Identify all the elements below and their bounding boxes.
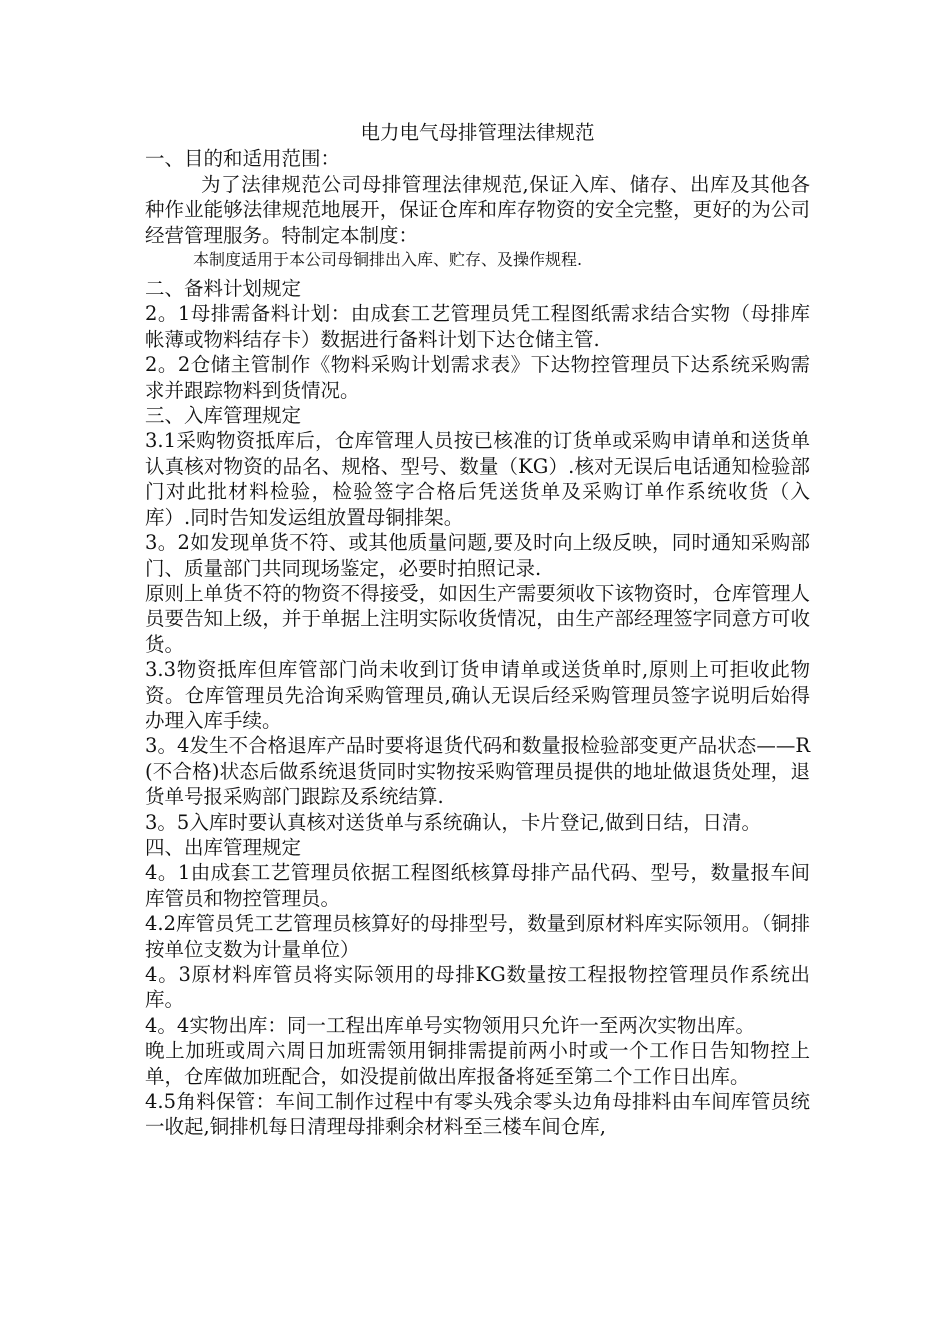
section-heading-inbound: 三、入库管理规定 (145, 404, 302, 428)
paragraph-3-4: 3。4发生不合格退库产品时要将退货代码和数量报检验部变更产品状态——R(不合格)状态后做系统退货同时实物按采购管理员提供的地址做退货处理，退货单号报采购部门跟踪及系统结算. (145, 734, 810, 809)
document-title: 电力电气母排管理法律规范 (360, 121, 595, 144)
paragraph-2-1: 2。1母排需备料计划：由成套工艺管理员凭工程图纸需求结合实物（母排库帐薄或物料结存卡）数据进行备料计划下达仓储主管. (145, 302, 810, 351)
paragraph-4-2: 4.2库管员凭工艺管理员核算好的母排型号，数量到原材料库实际领用。（铜排按单位支数为计量单位） (145, 912, 810, 961)
section-heading-purpose: 一、目的和适用范围： (145, 147, 341, 171)
paragraph-3-5: 3。5入库时要认真核对送货单与系统确认，卡片登记,做到日结，日清。 (145, 810, 762, 834)
paragraph-purpose: 为了法律规范公司母排管理法律规范,保证入库、储存、出库及其他各种作业能够法律规范地展开，保证仓库和库存物资的安全完整，更好的为公司经营管理服务。特制定本制度： (145, 172, 810, 247)
paragraph-2-2: 2。2仓储主管制作《物料采购计划需求表》下达物控管理员下达系统采购需求并跟踪物料到货情况。 (145, 353, 810, 402)
section-heading-material-plan: 二、备料计划规定 (145, 277, 302, 301)
paragraph-4-4: 4。4实物出库：同一工程出库单号实物领用只允许一至两次实物出库。 (145, 1013, 755, 1037)
paragraph-4-1: 4。1由成套工艺管理员依据工程图纸核算母排产品代码、型号，数量报车间库管员和物控管理员。 (145, 861, 810, 910)
section-heading-outbound: 四、出库管理规定 (145, 835, 302, 859)
paragraph-4-3: 4。3原材料库管员将实际领用的母排KG数量按工程报物控管理员作系统出库。 (145, 963, 810, 1012)
paragraph-3-1: 3.1采购物资抵库后，仓库管理人员按已核准的订货单或采购申请单和送货单认真核对物资的品名、规格、型号、数量（KG）.核对无误后电话通知检验部门对此批材料检验，检验签字合格后凭送货单及采购订单作系统收货（入库）.同时告知发运组放置母铜排架。 (145, 429, 810, 529)
paragraph-3-3: 3.3物资抵库但库管部门尚未收到订货申请单或送货单时,原则上可拒收此物资。仓库管理员先洽询采购管理员,确认无误后经采购管理员签字说明后始得办理入库手续。 (145, 658, 810, 732)
paragraph-3-2: 3。2如发现单货不符、或其他质量问题,要及时向上级反映，同时通知采购部门、质量部门共同现场鉴定，必要时拍照记录. (145, 531, 810, 580)
document-page (145, 120, 810, 1140)
paragraph-scope: 本制度适用于本公司母铜排出入库、贮存、及操作规程. (193, 250, 583, 270)
paragraph-4-5: 4.5角料保管：车间工制作过程中有零头残余零头边角母排料由车间库管员统一收起,铜排机每日清理母排剩余材料至三楼车间仓库, (145, 1090, 810, 1139)
paragraph-3-2-principle: 原则上单货不符的物资不得接受，如因生产需要须收下该物资时，仓库管理人员要告知上级，并于单据上注明实际收货情况，由生产部经理签字同意方可收货。 (145, 581, 810, 656)
paragraph-4-4-overtime: 晚上加班或周六周日加班需领用铜排需提前两小时或一个工作日告知物控上单，仓库做加班配合，如没提前做出库报备将延至第二个工作日出库。 (145, 1039, 810, 1088)
